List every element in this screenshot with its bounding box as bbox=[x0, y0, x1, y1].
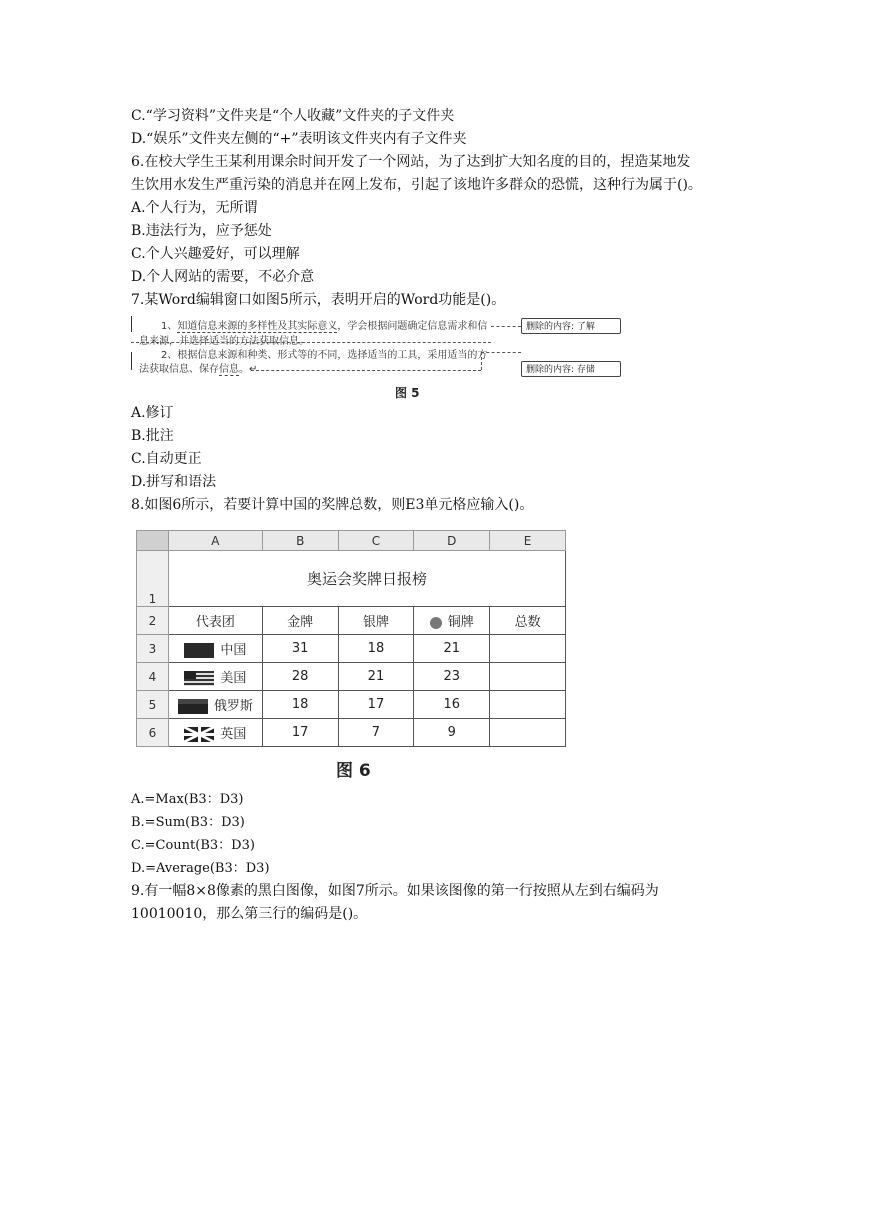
medal-icon bbox=[430, 617, 442, 629]
bronze-cell[interactable]: 9 bbox=[414, 719, 490, 747]
row-header[interactable]: 3 bbox=[137, 635, 169, 663]
column-header[interactable]: D bbox=[414, 531, 490, 551]
comment-balloon-1[interactable]: 删除的内容: 了解 bbox=[521, 318, 621, 334]
figure-6-spreadsheet bbox=[136, 530, 566, 748]
q7-option-d: D.拼写和语法 bbox=[131, 474, 217, 490]
team-cell[interactable]: 俄罗斯 bbox=[168, 691, 262, 719]
comment-balloon-2[interactable]: 删除的内容: 存储 bbox=[521, 361, 621, 377]
q7-option-c: C.自动更正 bbox=[131, 451, 202, 467]
comment-connector bbox=[481, 352, 521, 353]
fig5-text-line2: 息来源，并选择适当的方法获取信息。 bbox=[139, 336, 309, 347]
q5-option-c: C.“学习资料”文件夹是“个人收藏”文件夹的子文件夹 bbox=[131, 108, 455, 124]
header-cell[interactable]: 银牌 bbox=[338, 607, 414, 635]
russia-flag-icon bbox=[178, 699, 208, 714]
header-cell[interactable]: 金牌 bbox=[262, 607, 338, 635]
fig5-text-line3: 2、根据信息来源和种类、形式等的不同，选择适当的工具，采用适当的方 bbox=[161, 350, 488, 361]
table-row bbox=[137, 691, 566, 719]
header-cell[interactable]: 总数 bbox=[490, 607, 566, 635]
total-cell[interactable] bbox=[490, 663, 566, 691]
q8-stem: 8.如图6所示，若要计算中国的奖牌总数，则E3单元格应输入()。 bbox=[131, 497, 534, 513]
q6-stem-line1: 6.在校大学生王某利用课余时间开发了一个网站，为了达到扩大知名度的目的，捏造某地发 bbox=[131, 154, 691, 170]
q6-option-d: D.个人网站的需要，不必介意 bbox=[131, 269, 315, 285]
q8-option-b: B.=Sum(B3：D3) bbox=[131, 815, 245, 830]
sheet-title-cell[interactable]: 奥运会奖牌日报榜 bbox=[168, 551, 565, 607]
team-cell[interactable]: 中国 bbox=[168, 635, 262, 663]
column-header[interactable]: B bbox=[262, 531, 338, 551]
row-header[interactable]: 6 bbox=[137, 719, 169, 747]
gold-cell[interactable]: 18 bbox=[262, 691, 338, 719]
q6-option-c: C.个人兴趣爱好，可以理解 bbox=[131, 246, 300, 262]
row-header[interactable]: 5 bbox=[137, 691, 169, 719]
q5-option-d: D.“娱乐”文件夹左侧的“+”表明该文件夹内有子文件夹 bbox=[131, 131, 467, 147]
team-cell[interactable]: 美国 bbox=[168, 663, 262, 691]
header-cell[interactable]: 代表团 bbox=[168, 607, 262, 635]
row-header[interactable]: 2 bbox=[137, 607, 169, 635]
select-all-corner[interactable] bbox=[137, 531, 169, 551]
bronze-cell[interactable]: 16 bbox=[414, 691, 490, 719]
table-row bbox=[137, 635, 566, 663]
q9-stem-line1: 9.有一幅8×8像素的黑白图像，如图7所示。如果该图像的第一行按照从左到右编码为 bbox=[131, 883, 659, 899]
uk-flag-icon bbox=[184, 727, 214, 742]
gold-cell[interactable]: 28 bbox=[262, 663, 338, 691]
silver-cell[interactable]: 18 bbox=[338, 635, 414, 663]
q8-option-a: A.=Max(B3：D3) bbox=[131, 792, 244, 807]
row-header[interactable]: 4 bbox=[137, 663, 169, 691]
china-flag-icon bbox=[184, 643, 214, 658]
table-row bbox=[137, 719, 566, 747]
row-header[interactable]: 1 bbox=[137, 551, 169, 607]
gold-cell[interactable]: 17 bbox=[262, 719, 338, 747]
q6-stem-line2: 生饮用水发生严重污染的消息并在网上发布，引起了该地许多群众的恐慌，这种行为属于()。 bbox=[131, 177, 702, 193]
figure-6-caption: 图 6 bbox=[336, 761, 371, 781]
silver-cell[interactable]: 7 bbox=[338, 719, 414, 747]
change-bar bbox=[131, 352, 132, 370]
q7-option-b: B.批注 bbox=[131, 428, 174, 444]
bronze-cell[interactable]: 21 bbox=[414, 635, 490, 663]
header-cell[interactable]: 铜牌 bbox=[414, 607, 490, 635]
q8-option-d: D.=Average(B3：D3) bbox=[131, 861, 270, 876]
silver-cell[interactable]: 17 bbox=[338, 691, 414, 719]
column-header[interactable]: C bbox=[338, 531, 414, 551]
comment-connector bbox=[481, 352, 482, 370]
comment-connector bbox=[491, 326, 521, 327]
bronze-cell[interactable]: 23 bbox=[414, 663, 490, 691]
total-cell[interactable] bbox=[490, 691, 566, 719]
comment-connector bbox=[251, 370, 481, 371]
fig5-text-line4: 法获取信息、保存信息。↵ bbox=[139, 364, 258, 375]
q6-option-b: B.违法行为，应予惩处 bbox=[131, 223, 272, 239]
q7-stem: 7.某Word编辑窗口如图5所示，表明开启的Word功能是()。 bbox=[131, 292, 506, 308]
column-header[interactable]: A bbox=[168, 531, 262, 551]
team-cell[interactable]: 英国 bbox=[168, 719, 262, 747]
total-cell[interactable] bbox=[490, 635, 566, 663]
q6-option-a: A.个人行为，无所谓 bbox=[131, 200, 258, 216]
table-row bbox=[137, 663, 566, 691]
column-header[interactable]: E bbox=[490, 531, 566, 551]
figure-5-word-revision bbox=[131, 312, 631, 384]
q9-stem-line2: 10010010，那么第三行的编码是()。 bbox=[131, 906, 368, 922]
q7-option-a: A.修订 bbox=[131, 405, 174, 421]
total-cell[interactable] bbox=[490, 719, 566, 747]
change-bar bbox=[131, 316, 132, 332]
figure-5-caption: 图 5 bbox=[395, 386, 420, 400]
comment-connector bbox=[131, 342, 491, 343]
silver-cell[interactable]: 21 bbox=[338, 663, 414, 691]
q8-option-c: C.=Count(B3：D3) bbox=[131, 838, 255, 853]
gold-cell[interactable]: 31 bbox=[262, 635, 338, 663]
fig5-text-line1: 1、知道信息来源的多样性及其实际意义，学会根据问题确定信息需求和信 bbox=[161, 321, 488, 332]
usa-flag-icon bbox=[184, 671, 214, 686]
